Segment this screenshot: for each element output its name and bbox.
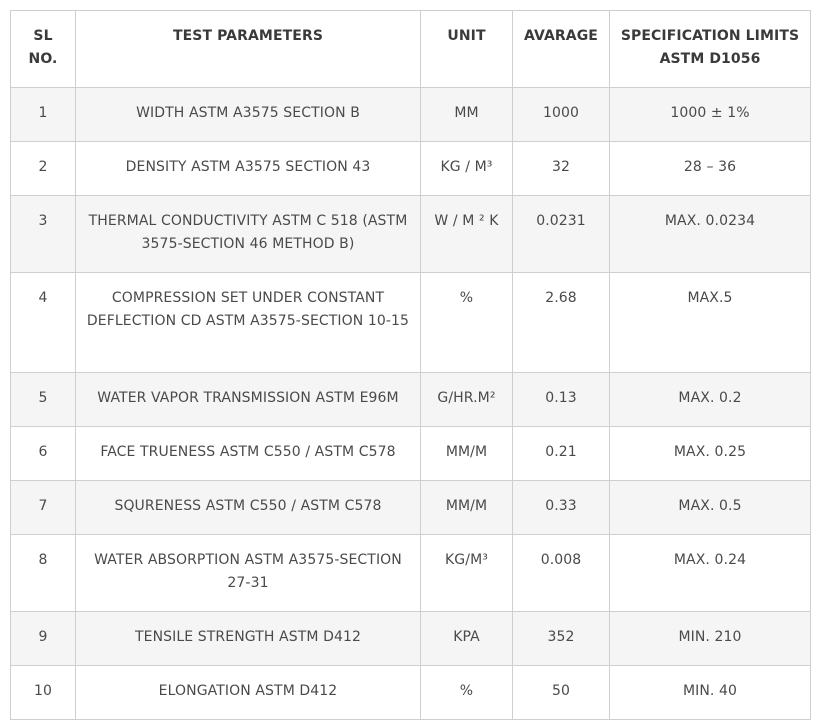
table-row — [11, 535, 811, 612]
cell-average: 352 — [513, 612, 610, 666]
cell-average: 32 — [513, 142, 610, 196]
cell-average: 0.21 — [513, 427, 610, 481]
cell-sl: 3 — [11, 196, 76, 273]
header-spec-line2: ASTM D1056 — [659, 51, 761, 67]
header-sl-line2: NO. — [28, 51, 58, 67]
cell-unit: % — [421, 273, 513, 373]
cell-unit: W / M ² K — [421, 196, 513, 273]
table-row — [11, 612, 811, 666]
cell-unit: MM/M — [421, 427, 513, 481]
table-header-row — [11, 11, 811, 88]
table-row — [11, 427, 811, 481]
cell-spec: MAX. 0.24 — [610, 535, 811, 612]
cell-unit: % — [421, 666, 513, 720]
cell-sl: 8 — [11, 535, 76, 612]
cell-unit: KPA — [421, 612, 513, 666]
cell-sl: 4 — [11, 273, 76, 373]
cell-spec: MAX. 0.0234 — [610, 196, 811, 273]
cell-spec: MIN. 210 — [610, 612, 811, 666]
cell-unit: KG / M³ — [421, 142, 513, 196]
specification-table — [10, 10, 811, 720]
table-row — [11, 666, 811, 720]
cell-parameter: TENSILE STRENGTH ASTM D412 — [76, 612, 421, 666]
cell-spec: 28 – 36 — [610, 142, 811, 196]
cell-sl: 2 — [11, 142, 76, 196]
cell-sl: 10 — [11, 666, 76, 720]
cell-unit: MM — [421, 88, 513, 142]
cell-average: 0.0231 — [513, 196, 610, 273]
cell-parameter: WATER ABSORPTION ASTM A3575-SECTION 27-31 — [76, 535, 421, 612]
header-unit: UNIT — [421, 11, 513, 88]
cell-parameter: DENSITY ASTM A3575 SECTION 43 — [76, 142, 421, 196]
table-row — [11, 88, 811, 142]
cell-parameter: THERMAL CONDUCTIVITY ASTM C 518 (ASTM 3575-SECTION 46 METHOD B) — [76, 196, 421, 273]
cell-spec: 1000 ± 1% — [610, 88, 811, 142]
cell-unit: KG/M³ — [421, 535, 513, 612]
table-row — [11, 142, 811, 196]
cell-unit: MM/M — [421, 481, 513, 535]
cell-parameter: FACE TRUENESS ASTM C550 / ASTM C578 — [76, 427, 421, 481]
cell-average: 0.008 — [513, 535, 610, 612]
cell-sl: 6 — [11, 427, 76, 481]
header-specification-limits — [610, 11, 811, 88]
table-row — [11, 481, 811, 535]
table-row — [11, 373, 811, 427]
cell-spec: MAX.5 — [610, 273, 811, 373]
cell-parameter: WIDTH ASTM A3575 SECTION B — [76, 88, 421, 142]
cell-spec: MAX. 0.25 — [610, 427, 811, 481]
cell-sl: 5 — [11, 373, 76, 427]
header-sl-line1: SL — [33, 28, 53, 44]
table-row — [11, 273, 811, 373]
cell-average: 2.68 — [513, 273, 610, 373]
cell-sl: 9 — [11, 612, 76, 666]
cell-spec: MIN. 40 — [610, 666, 811, 720]
header-sl-no — [11, 11, 76, 88]
cell-average: 0.33 — [513, 481, 610, 535]
cell-average: 50 — [513, 666, 610, 720]
cell-average: 0.13 — [513, 373, 610, 427]
cell-parameter: WATER VAPOR TRANSMISSION ASTM E96M — [76, 373, 421, 427]
cell-spec: MAX. 0.2 — [610, 373, 811, 427]
cell-average: 1000 — [513, 88, 610, 142]
cell-sl: 7 — [11, 481, 76, 535]
header-test-parameters: TEST PARAMETERS — [76, 11, 421, 88]
cell-parameter: SQURENESS ASTM C550 / ASTM C578 — [76, 481, 421, 535]
cell-spec: MAX. 0.5 — [610, 481, 811, 535]
table-row — [11, 196, 811, 273]
cell-parameter: COMPRESSION SET UNDER CONSTANT DEFLECTION CD ASTM A3575-SECTION 10-15 — [76, 273, 421, 373]
header-average: AVARAGE — [513, 11, 610, 88]
header-spec-line1: SPECIFICATION LIMITS — [620, 28, 800, 44]
cell-parameter: ELONGATION ASTM D412 — [76, 666, 421, 720]
cell-sl: 1 — [11, 88, 76, 142]
cell-unit: G/HR.M² — [421, 373, 513, 427]
